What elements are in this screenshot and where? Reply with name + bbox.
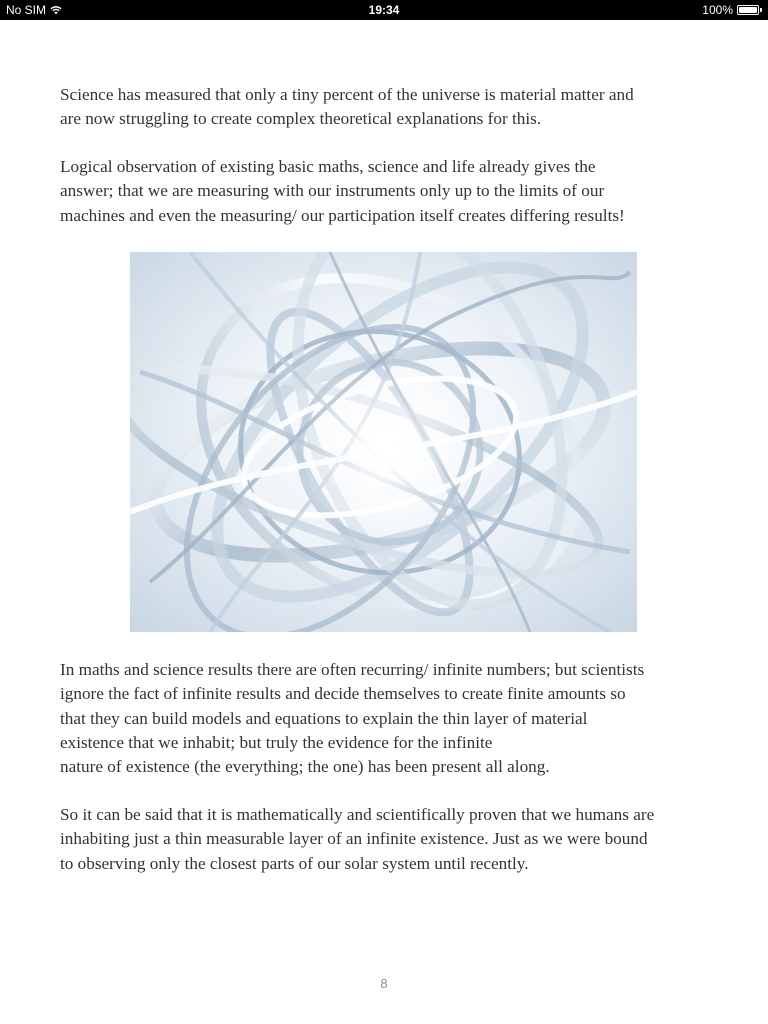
text-line: Science has measured that only a tiny percent of the universe is material matter and [60,85,634,104]
text-line: inhabiting just a thin measurable layer of an infinite existence. Just as we were bound [60,829,648,849]
paragraph-3 [60,658,720,779]
text-line: that they can build models and equations to explain the thin layer of material [60,708,588,728]
text-line: Logical observation of existing basic maths, science and life already gives the [60,157,596,176]
battery-icon [737,5,762,15]
text-line: to observing only the closest parts of our solar system until recently. [60,853,529,873]
text-line: answer; that we are measuring with our instruments only up to the limits of our [60,181,605,201]
text-line: In maths and science results there are often recurring/ infinite numbers; but scientists [60,660,645,679]
abstract-glass-ribbons-image [130,252,637,632]
battery-percent: 100% [702,3,733,17]
text-line: So it can be said that it is mathematically and scientifically proven that we humans are [60,805,655,824]
carrier-label: No SIM [6,3,47,17]
battery-fill [739,7,757,13]
page-number: 8 [380,976,388,991]
status-bar [0,0,768,20]
clock: 19:34 [368,3,400,17]
battery-tip [760,8,762,12]
text-line: ignore the fact of infinite results and decide themselves to create finite amounts so [60,684,626,704]
paragraph-4 [60,803,720,876]
paragraph-2 [60,155,720,228]
text-line: nature of existence (the everything; the one) has been present all along. [60,757,550,777]
battery-body [737,5,759,15]
paragraph-1 [60,83,720,132]
text-line: machines and even the measuring/ our participation itself creates differing results! [60,205,625,225]
text-line: are now struggling to create complex theoretical explanations for this. [60,109,542,129]
status-right [702,3,762,17]
text-line: existence that we inhabit; but truly the evidence for the infinite [60,732,493,752]
